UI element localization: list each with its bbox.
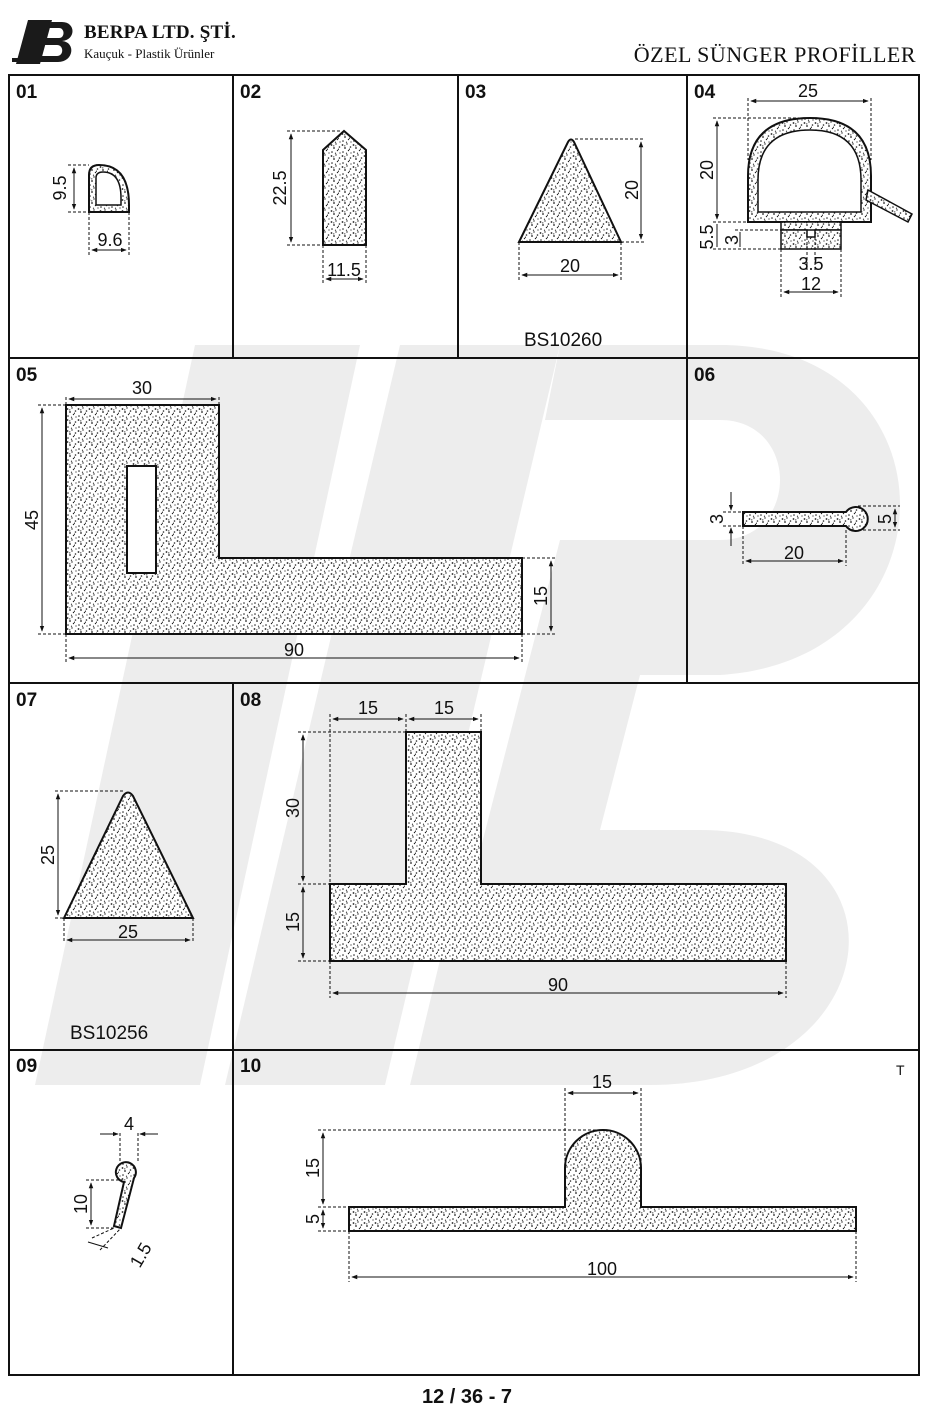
dim-03-height: 20 xyxy=(622,179,642,201)
dim-01-height: 9.5 xyxy=(50,175,70,201)
dim-05-leg-height: 15 xyxy=(531,585,551,607)
dim-08-stem-width: 15 xyxy=(433,698,455,718)
dim-04-base-total: 5.5 xyxy=(697,224,717,250)
company-name: BERPA LTD. ŞTİ. xyxy=(84,22,236,43)
dim-07-width: 25 xyxy=(117,922,139,942)
dim-02-height: 22.5 xyxy=(270,170,290,206)
dim-04-width: 25 xyxy=(797,81,819,101)
dim-09-height: 10 xyxy=(71,1193,91,1215)
profile-number: 02 xyxy=(240,82,262,103)
dim-08-base-height: 15 xyxy=(283,911,303,933)
dim-08-left-gap: 15 xyxy=(357,698,379,718)
dim-10-width: 100 xyxy=(586,1259,618,1279)
dim-02-width: 11.5 xyxy=(327,260,361,280)
dim-06-bulb: 5 xyxy=(875,513,895,525)
document-title: ÖZEL SÜNGER PROFİLLER xyxy=(633,42,916,67)
profile-number: 03 xyxy=(465,82,487,103)
dim-08-width: 90 xyxy=(547,975,569,995)
dim-03-width: 20 xyxy=(559,256,581,276)
dim-04-base-foot: 3 xyxy=(722,234,742,246)
product-code: BS10256 xyxy=(70,1023,149,1044)
dim-05-width: 90 xyxy=(283,640,305,660)
dim-06-width: 20 xyxy=(783,543,805,563)
dim-01-width: 9.6 xyxy=(97,230,123,250)
dim-06-thickness: 3 xyxy=(707,513,727,525)
dim-10-bulb-width: 15 xyxy=(591,1072,613,1092)
company-subtitle: Kauçuk - Plastik Ürünler xyxy=(84,46,215,61)
profile-03-drawing xyxy=(519,139,645,280)
profile-number: 04 xyxy=(694,82,716,103)
dim-05-height: 45 xyxy=(22,509,42,531)
profile-mark: T xyxy=(896,1062,905,1078)
dim-07-height: 25 xyxy=(38,844,58,866)
dim-04-height: 20 xyxy=(697,159,717,181)
product-code: BS10260 xyxy=(524,330,603,351)
dim-04-base-width: 12 xyxy=(800,274,822,294)
dim-10-base-height: 5 xyxy=(303,1213,323,1225)
profile-number: 06 xyxy=(694,365,716,386)
profile-10-drawing xyxy=(318,1088,856,1282)
profile-number: 09 xyxy=(16,1056,38,1077)
dim-09-thickness: 1.5 xyxy=(125,1239,156,1271)
profile-09-drawing xyxy=(86,1133,158,1250)
dim-04-neck: 3.5 xyxy=(798,254,824,274)
page-number: 12 / 36 - 7 xyxy=(421,1386,513,1408)
dim-08-stem-height: 30 xyxy=(283,797,303,819)
profile-number: 08 xyxy=(240,690,262,711)
dim-05-top-width: 30 xyxy=(131,378,153,398)
dim-10-bulb-height: 15 xyxy=(303,1157,323,1179)
dim-09-bulb: 4 xyxy=(123,1114,135,1134)
profile-number: 01 xyxy=(16,82,38,103)
profile-number: 10 xyxy=(240,1056,262,1077)
profile-number: 07 xyxy=(16,690,38,711)
profile-number: 05 xyxy=(16,365,38,386)
